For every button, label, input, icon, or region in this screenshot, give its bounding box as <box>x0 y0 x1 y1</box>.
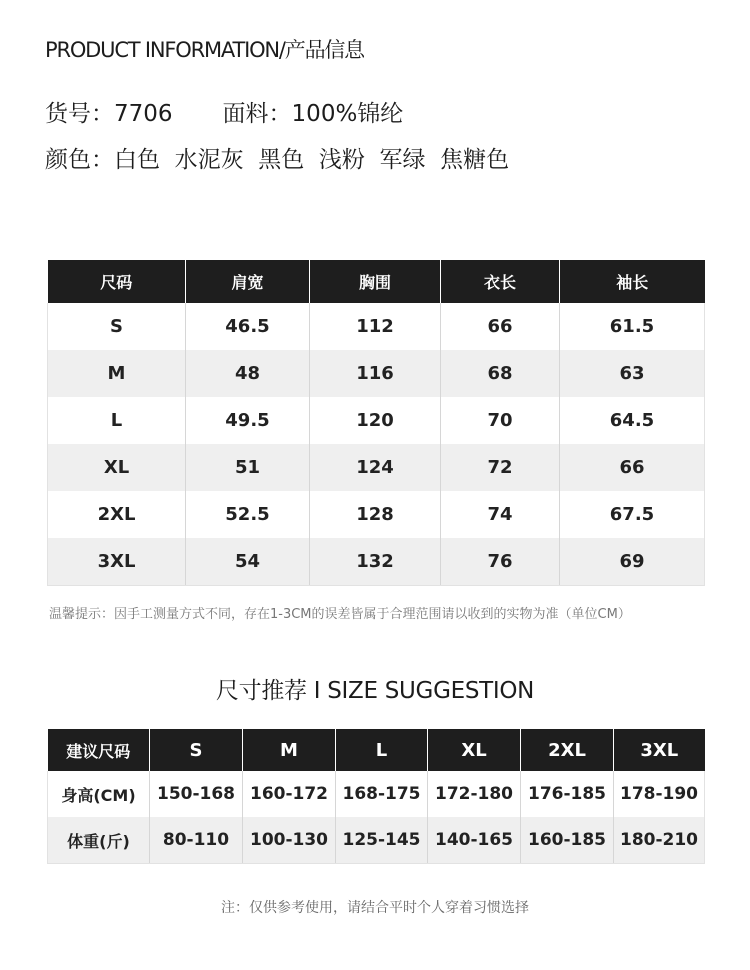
table-cell: 74 <box>441 491 560 538</box>
table-row-weight <box>48 817 705 864</box>
table-cell: 80-110 <box>150 817 243 864</box>
header-size-2xl: 2XL <box>521 729 614 771</box>
table-cell: L <box>48 397 186 444</box>
table-cell: 150-168 <box>150 771 243 817</box>
table-row <box>48 444 705 491</box>
table-cell: 116 <box>310 350 441 397</box>
table-cell: 66 <box>560 444 705 491</box>
item-number: 货号：7706 <box>45 101 173 127</box>
table-cell: 128 <box>310 491 441 538</box>
table-cell: 49.5 <box>186 397 310 444</box>
measurement-note: 温馨提示：因手工测量方式不同，存在1-3CM的误差皆属于合理范围请以收到的实物为准（单位CM） <box>49 607 631 622</box>
table-cell: 68 <box>441 350 560 397</box>
header-length: 衣长 <box>441 260 560 303</box>
table-cell: 180-210 <box>614 817 705 864</box>
table-cell: 125-145 <box>336 817 428 864</box>
header-recommended-size: 建议尺码 <box>48 729 150 771</box>
table-cell: 48 <box>186 350 310 397</box>
table-cell: 67.5 <box>560 491 705 538</box>
header-size-s: S <box>150 729 243 771</box>
table-cell: S <box>48 303 186 350</box>
fabric-info: 面料：100%锦纶 <box>222 101 404 127</box>
table-cell: 168-175 <box>336 771 428 817</box>
table-cell: 2XL <box>48 491 186 538</box>
product-specs <box>45 95 403 128</box>
table-row <box>48 538 705 586</box>
table-cell: 172-180 <box>428 771 521 817</box>
reference-note: 注：仅供参考使用，请结合平时个人穿着习惯选择 <box>221 900 529 916</box>
header-size-3xl: 3XL <box>614 729 705 771</box>
page-title: PRODUCT INFORMATION/产品信息 <box>45 38 364 62</box>
header-sleeve: 袖长 <box>560 260 705 303</box>
table-cell: M <box>48 350 186 397</box>
table-cell: 66 <box>441 303 560 350</box>
table-row-height <box>48 771 705 817</box>
table-cell: 61.5 <box>560 303 705 350</box>
table-row <box>48 491 705 538</box>
table-row <box>48 350 705 397</box>
table-row <box>48 397 705 444</box>
table-cell: 160-172 <box>243 771 336 817</box>
table-cell: 46.5 <box>186 303 310 350</box>
table-cell: 120 <box>310 397 441 444</box>
size-suggestion-title: 尺寸推荐 I SIZE SUGGESTION <box>215 678 535 704</box>
table-cell: 52.5 <box>186 491 310 538</box>
table-row <box>48 303 705 350</box>
table-cell: 63 <box>560 350 705 397</box>
table-cell: 160-185 <box>521 817 614 864</box>
table-cell: 76 <box>441 538 560 586</box>
table-cell: 69 <box>560 538 705 586</box>
table-cell: XL <box>48 444 186 491</box>
table-cell: 112 <box>310 303 441 350</box>
table-cell: 54 <box>186 538 310 586</box>
row-label-height: 身高(CM) <box>48 771 150 817</box>
header-size-l: L <box>336 729 428 771</box>
row-label-weight: 体重(斤) <box>48 817 150 864</box>
table-cell: 3XL <box>48 538 186 586</box>
table-cell: 72 <box>441 444 560 491</box>
table-cell: 64.5 <box>560 397 705 444</box>
table-cell: 100-130 <box>243 817 336 864</box>
table-cell: 70 <box>441 397 560 444</box>
header-chest: 胸围 <box>310 260 441 303</box>
header-size-m: M <box>243 729 336 771</box>
size-chart-table <box>47 260 705 586</box>
table-cell: 140-165 <box>428 817 521 864</box>
color-options: 颜色：白色 水泥灰 黑色 浅粉 军绿 焦糖色 <box>45 147 510 173</box>
header-size-xl: XL <box>428 729 521 771</box>
header-size: 尺码 <box>48 260 186 303</box>
header-shoulder: 肩宽 <box>186 260 310 303</box>
size-chart-header-row <box>48 260 705 303</box>
table-cell: 51 <box>186 444 310 491</box>
table-cell: 178-190 <box>614 771 705 817</box>
table-cell: 124 <box>310 444 441 491</box>
size-suggestion-table <box>47 729 705 864</box>
table-cell: 132 <box>310 538 441 586</box>
suggestion-header-row <box>48 729 705 771</box>
table-cell: 176-185 <box>521 771 614 817</box>
